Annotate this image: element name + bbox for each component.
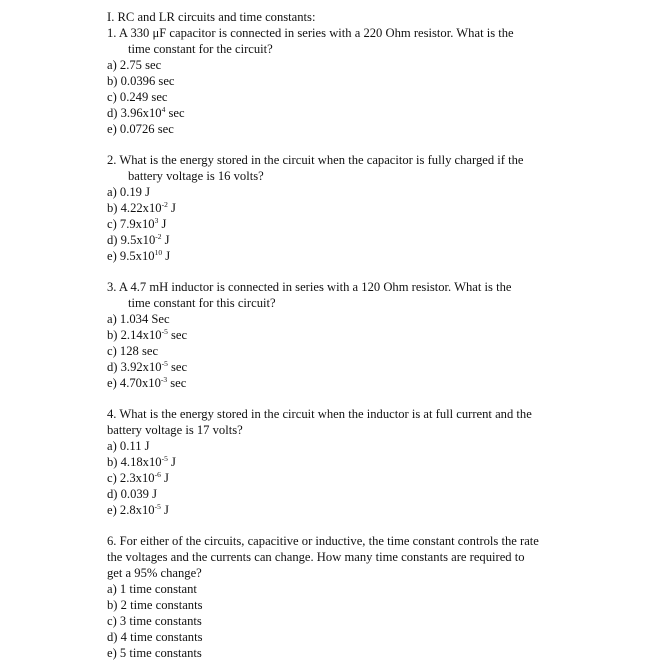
answer-option [107,327,187,343]
option-unit: sec [167,376,187,390]
question-text: time constant for the circuit? [128,42,273,56]
option-unit: J [167,201,176,215]
option-unit: J [167,455,176,469]
option-text: b) 0.0396 sec [107,74,175,88]
option-unit: J [160,471,169,485]
option-exponent: 10 [154,248,163,257]
option-text: d) 4 time constants [107,630,203,644]
option-text: e) 5 time constants [107,646,202,660]
answer-option [107,486,157,502]
option-exponent: -5 [154,502,161,511]
answer-option [107,121,174,137]
option-exponent: -2 [161,200,168,209]
option-unit: sec [167,328,188,342]
question-text: battery voltage is 17 volts? [107,423,243,437]
question-text: 1. A 330 μF capacitor is connected in series with a 220 Ohm resistor. What is the [107,26,514,40]
option-exponent: -2 [155,232,162,241]
option-text: b) 4.18x10 [107,455,162,469]
option-text: e) 2.8x10 [107,503,155,517]
question-text: 2. What is the energy stored in the circuit when the capacitor is fully charged if the [107,153,524,167]
answer-option [107,454,176,470]
answer-option [107,502,169,518]
answer-option [107,470,169,486]
answer-option [107,200,176,216]
option-text: e) 4.70x10 [107,376,161,390]
answer-option [107,57,161,73]
question-text: time constant for this circuit? [128,296,276,310]
option-unit: J [158,217,167,231]
option-text: b) 2 time constants [107,598,203,612]
option-exponent: -3 [160,375,168,384]
question-text: 4. What is the energy stored in the circuit when the inductor is at full current and the [107,407,532,421]
question-text: get a 95% change? [107,566,202,580]
question-text: battery voltage is 16 volts? [128,169,264,183]
option-text: a) 2.75 sec [107,58,162,72]
option-text: c) 3 time constants [107,614,202,628]
option-text: a) 1.034 Sec [107,312,170,326]
answer-option [107,438,150,454]
option-text: d) 9.5x10 [107,233,156,247]
answer-option [107,105,185,121]
answer-option [107,375,186,391]
answer-option [107,581,197,597]
option-text: b) 2.14x10 [107,328,162,342]
option-exponent: 4 [161,105,166,114]
option-exponent: -6 [154,470,161,479]
answer-option [107,645,202,661]
option-exponent: -5 [161,327,168,336]
answer-option [107,184,150,200]
option-unit: sec [165,106,185,120]
option-unit: J [160,503,169,517]
section-title: I. RC and LR circuits and time constants: [107,10,316,24]
answer-option [107,73,175,89]
option-text: a) 0.19 J [107,185,151,199]
option-unit: sec [167,360,188,374]
option-text: e) 9.5x10 [107,249,155,263]
option-text: a) 0.11 J [107,439,150,453]
option-text: c) 2.3x10 [107,471,155,485]
answer-option [107,343,158,359]
option-text: d) 3.92x10 [107,360,162,374]
answer-option [107,359,187,375]
option-text: e) 0.0726 sec [107,122,174,136]
option-text: c) 7.9x10 [107,217,155,231]
answer-option [107,216,166,232]
option-text: d) 3.96x10 [107,106,162,120]
answer-option [107,232,170,248]
option-unit: J [162,249,171,263]
answer-option [107,597,203,613]
option-exponent: 3 [154,216,159,225]
question-text: 6. For either of the circuits, capacitive or inductive, the time constant controls the rate [107,534,539,548]
option-text: d) 0.039 J [107,487,158,501]
option-exponent: -5 [161,454,168,463]
option-text: a) 1 time constant [107,582,197,596]
answer-option [107,311,170,327]
question-text: 3. A 4.7 mH inductor is connected in series with a 120 Ohm resistor. What is the [107,280,512,294]
answer-option [107,248,170,264]
answer-option [107,89,168,105]
option-exponent: -5 [161,359,168,368]
question-text: the voltages and the currents can change. How many time constants are required to [107,550,525,564]
option-text: c) 0.249 sec [107,90,168,104]
option-unit: J [161,233,170,247]
answer-option [107,613,202,629]
option-text: c) 128 sec [107,344,159,358]
answer-option [107,629,203,645]
option-text: b) 4.22x10 [107,201,162,215]
